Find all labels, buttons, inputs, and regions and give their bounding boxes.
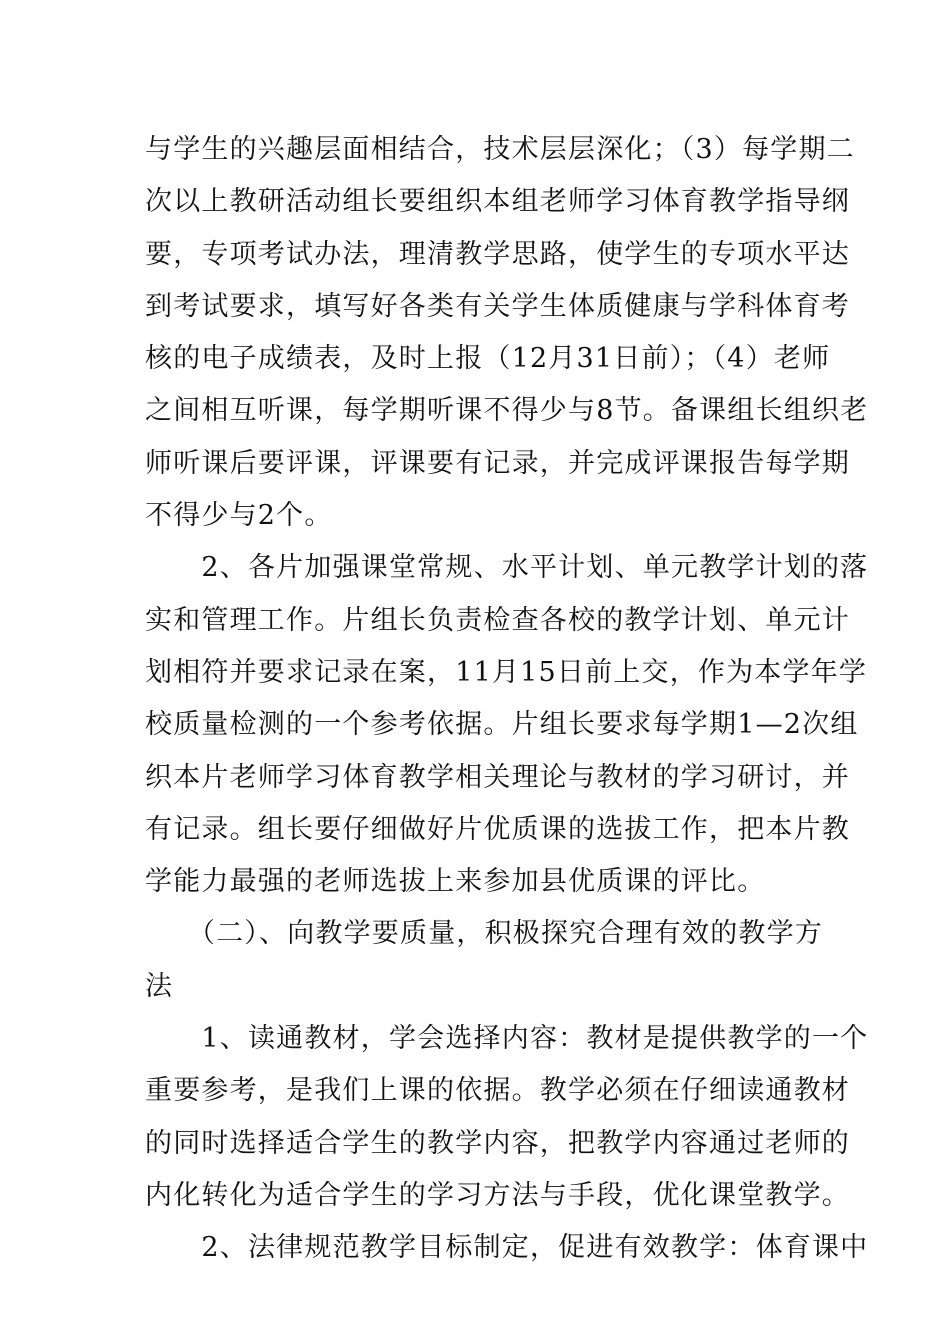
text-line: 核的电子成绩表，及时上报（12月31日前）；（4）老师: [145, 343, 831, 375]
text-line: 次以上教研活动组长要组织本组老师学习体育教学指导纲: [145, 186, 850, 218]
text-line: 有记录。组长要仔细做好片优质课的选拔工作，把本片教: [145, 813, 850, 845]
text-line: 2、各片加强课堂常规、水平计划、单元教学计划的落: [145, 552, 869, 584]
section-heading: （二）、向教学要质量，积极探究合理有效的教学方: [145, 918, 823, 950]
text-line: 与学生的兴趣层面相结合，技术层层深化；（3）每学期二: [145, 134, 855, 165]
text-line: 重要参考，是我们上课的依据。教学必须在仔细读通教材: [145, 1075, 850, 1107]
text-line: 要，专项考试办法，理清教学思路，使学生的专项水平达: [145, 238, 850, 270]
section-heading: 法: [145, 970, 174, 1002]
text-line: 师听课后要评课，评课要有记录，并完成评课报告每学期: [145, 447, 850, 479]
text-line: 内化转化为适合学生的学习方法与手段，优化课堂教学。: [145, 1179, 850, 1211]
text-line: 的同时选择适合学生的教学内容，把教学内容通过老师的: [145, 1127, 850, 1159]
text-line: 实和管理工作。片组长负责检查各校的教学计划、单元计: [145, 604, 850, 636]
text-line: 划相符并要求记录在案，11月15日前上交，作为本学年学: [145, 656, 868, 688]
text-line: 学能力最强的老师选拔上来参加县优质课的评比。: [145, 866, 766, 898]
text-line: 到考试要求，填写好各类有关学生体质健康与学科体育考: [145, 290, 850, 322]
text-line: 校质量检测的一个参考依据。片组长要求每学期1—2次组: [145, 709, 859, 741]
text-line: 之间相互听课，每学期听课不得少与8节。备课组长组织老: [145, 395, 869, 427]
text-line: 织本片老师学习体育教学相关理论与教材的学习研讨，并: [145, 761, 850, 793]
text-line: 不得少与2个。: [145, 500, 333, 532]
text-line: 1、读通教材，学会选择内容：教材是提供教学的一个: [145, 1023, 869, 1055]
text-line: 2、法律规范教学目标制定，促进有效教学：体育课中: [145, 1232, 869, 1264]
document-body: [145, 124, 869, 1275]
